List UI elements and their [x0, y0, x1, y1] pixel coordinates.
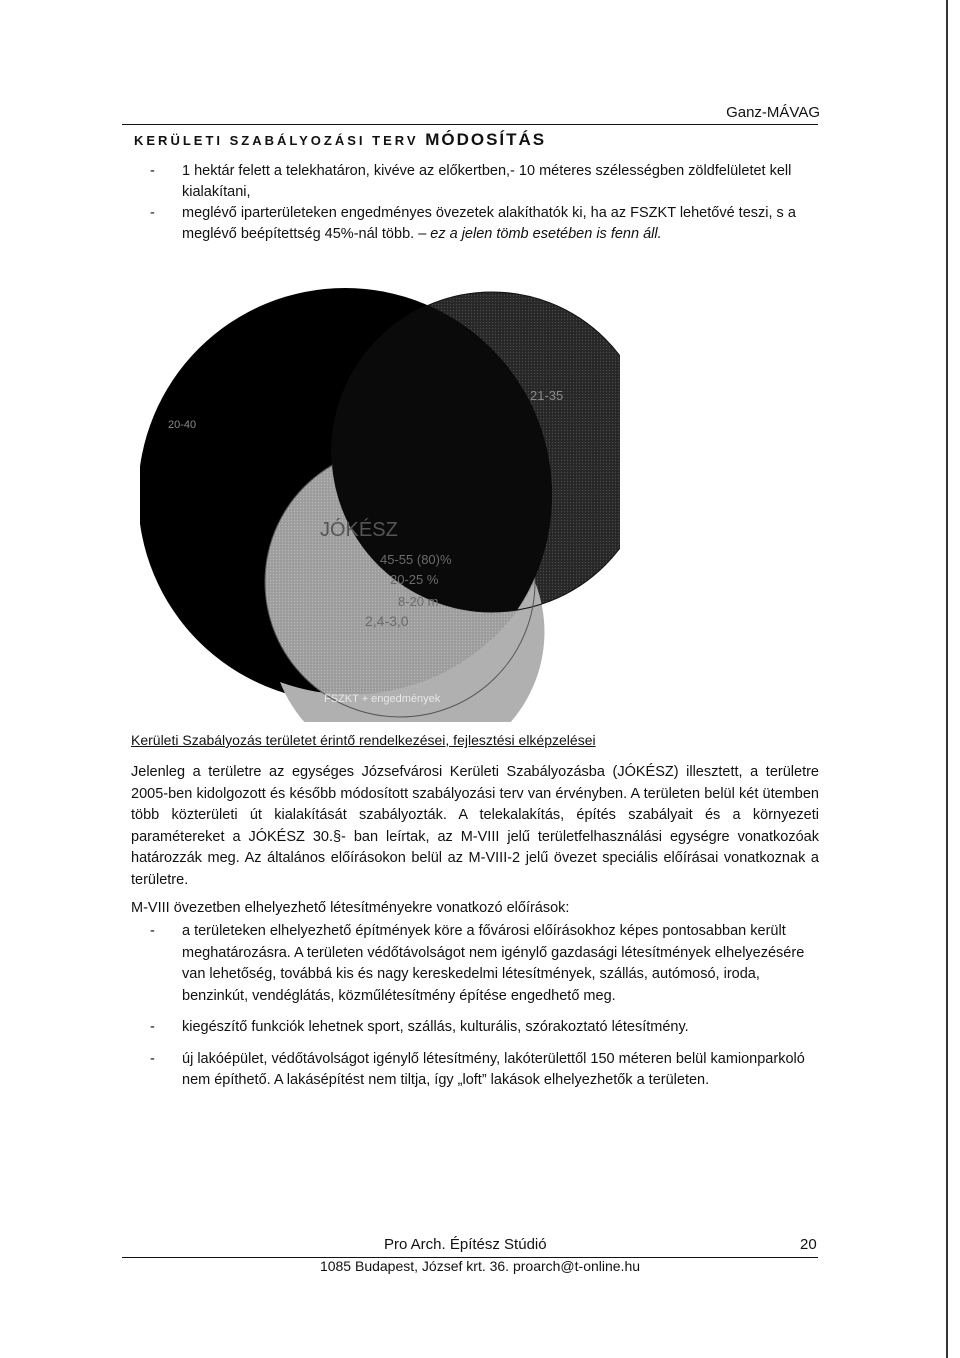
right-value-label: 21-35 [530, 388, 564, 403]
header-organization: Ganz-MÁVAG [726, 104, 820, 121]
zone-heading: M-VIII övezetben elhelyezhető létesítményekre vonatkozó előírások: [131, 900, 570, 916]
header-divider [122, 124, 818, 125]
bottom-label: FSZKT + engedmények [324, 693, 441, 705]
footer-studio-name: Pro Arch. Építész Stúdió [384, 1236, 547, 1253]
regulation-venn-diagram [140, 282, 620, 722]
bullet-dash: - [150, 1050, 155, 1067]
section-heading: Kerületi Szabályozás területet érintő rendelkezései, fejlesztési elképzelései [131, 732, 596, 748]
bullet-text: kiegészítő funkciók lehetnek sport, szállás, kulturális, szórakoztató létesítmény. [182, 1019, 689, 1035]
zone-bullet-list [150, 921, 820, 1102]
bullet-dash: - [150, 163, 155, 179]
footer-address: 1085 Budapest, József krt. 36. proarch@t-online.hu [319, 1258, 641, 1274]
bullet-text: meglévő iparterületeken engedményes övezetek alakíthatók ki, ha az FSZKT lehetővé teszi, s a meglévő beépítettség 45%-nál több. [182, 205, 796, 242]
bullet-text: 1 hektár felett a telekhatáron, kivéve az előkertben,- 10 méteres szélességben zöldfelületet kell kialakítani, [182, 163, 792, 200]
footer-page-number: 20 [800, 1236, 817, 1253]
bullet-text: a területeken elhelyezhető építmények köre a fővárosi előírásokhoz képes pontosabban került meghatározásra. A területen védőtávolságot nem igénylő gazdasági létesítmények elhelyezésére van lehetőség, továbbá kis és nagy kereskedelmi létesítmények, szállás, autómosó, iroda, benzinkút, vendéglátás, közműlétesítmény építése engedhető meg. [182, 923, 805, 1004]
zone-bullet-item [150, 1049, 820, 1092]
mid-value-3: 8-20 m [398, 594, 439, 609]
bullet-text: új lakóépület, védőtávolságot igénylő létesítmény, lakóterülettől 150 méteren belül kamionparkoló nem építhető. A lakásépítést nem tiltja, így „loft” lakások elhelyezhetők a területen. [182, 1050, 805, 1088]
mid-value-4: 2,4-3,0 [365, 613, 409, 629]
zone-bullet-item [150, 921, 820, 1007]
section-paragraph: Jelenleg a területre az egységes Józsefvárosi Kerületi Szabályozásba (JÓKÉSZ) illesztett, a területre 2005-ben kidolgozott és később módosított szabályozási terv van érvényben. A területen belül két ütemben több közterületi út kialakítását szabályozták. A telekalakítás, építés szabályait és a környezeti paramétereket a JÓKÉSZ 30.§- ban leírtak, az M-VIII jelű területfelhasználási egységre vonatkozóak határozzák meg. Az általános előírásokon belül az M-VIII-2 jelű övezet speciális előírásai vonatkoznak a területre. [131, 764, 819, 888]
bullet-dash: - [150, 923, 155, 939]
left-value-label: 20-40 [168, 419, 197, 431]
zone-bullet-item [150, 1017, 820, 1039]
header-title-main: KERÜLETI SZABÁLYOZÁSI TERV [134, 133, 426, 148]
bullet-dash: - [150, 1019, 155, 1035]
mid-value-1: 45-55 (80)% [380, 552, 452, 567]
bullet-italic-note: – ez a jelen tömb esetében is fenn áll. [418, 226, 662, 242]
intro-bullet-item [150, 203, 820, 245]
header-document-title [134, 130, 546, 150]
scan-edge-line [946, 0, 948, 1358]
mid-value-2: 20-25 % [390, 572, 439, 587]
bullet-dash: - [150, 205, 155, 221]
intro-bullet-item [150, 161, 820, 203]
intro-bullet-list [150, 161, 820, 245]
jokesz-label: JÓKÉSZ [320, 519, 398, 541]
header-title-emphasis: MÓDOSÍTÁS [425, 130, 547, 149]
